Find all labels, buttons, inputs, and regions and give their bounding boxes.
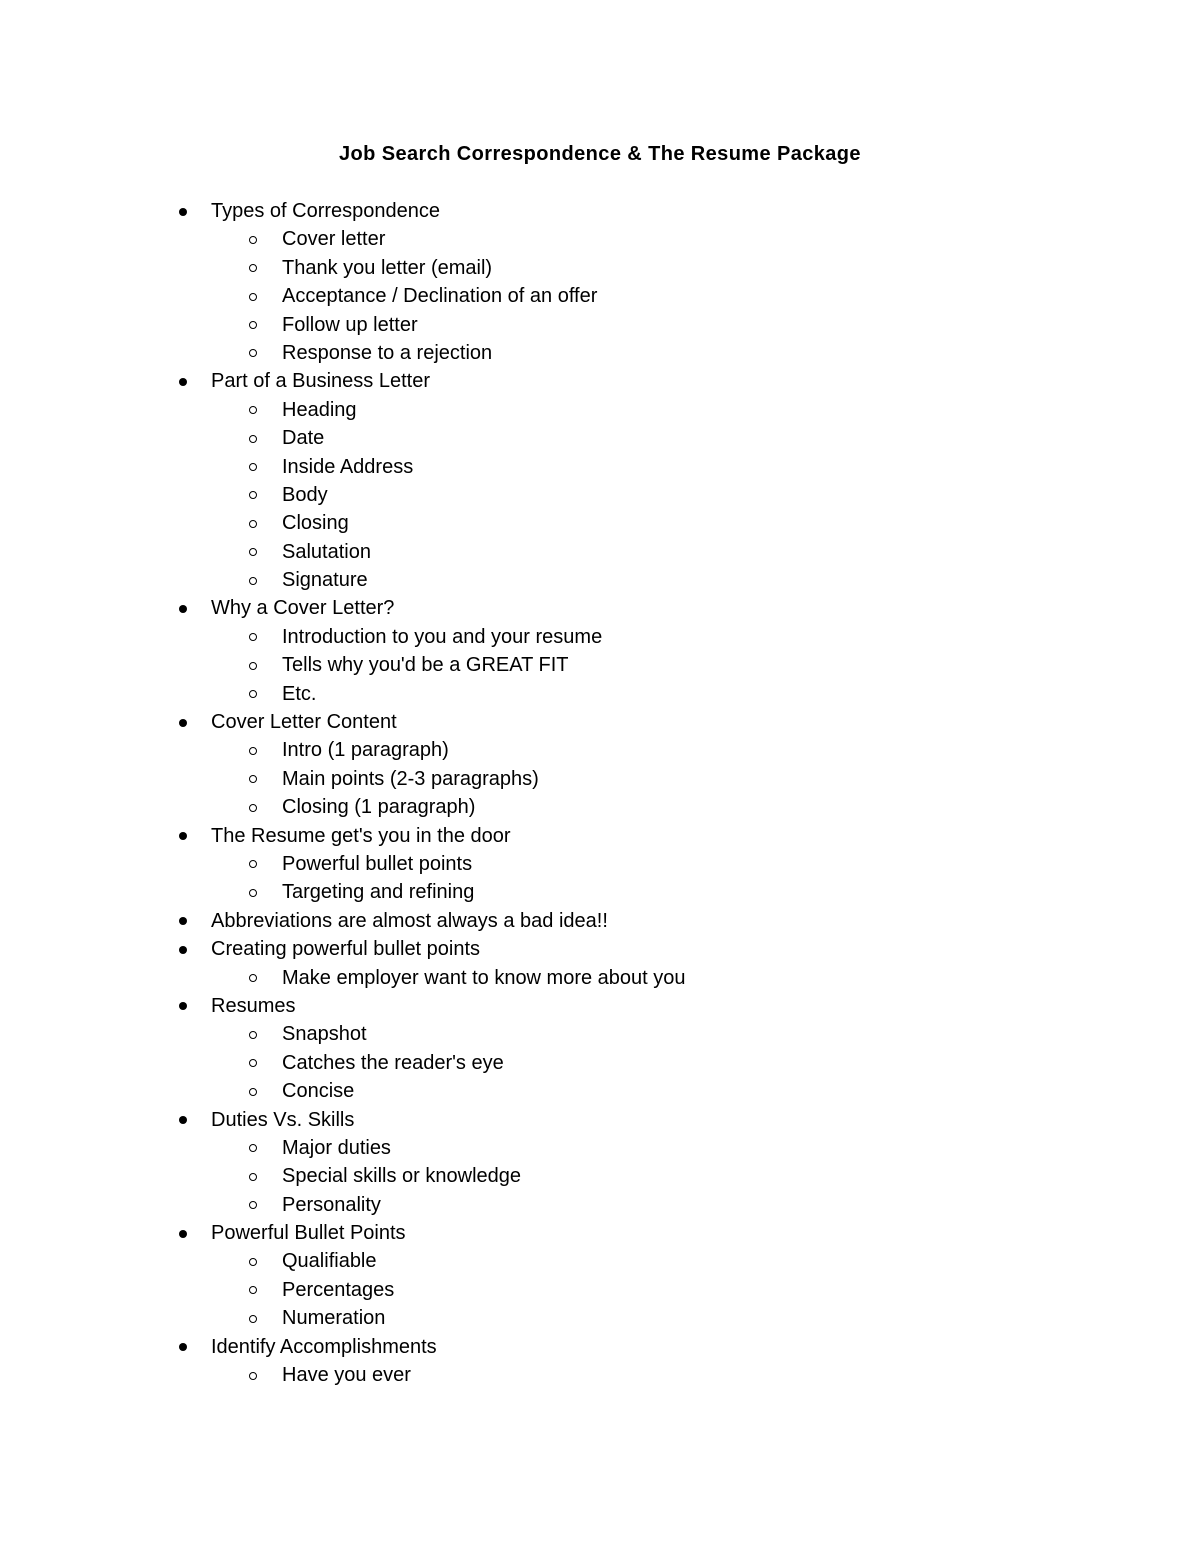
outline-item-label: Resumes	[211, 994, 296, 1017]
sub-item-label: Heading	[282, 398, 357, 421]
hollow-circle-bullet-icon	[249, 1286, 257, 1294]
hollow-circle-bullet-icon	[249, 236, 257, 244]
sub-item-closing-1-paragraph	[0, 793, 1200, 821]
sub-item-percentages	[0, 1276, 1200, 1304]
hollow-circle-bullet-icon	[249, 662, 257, 670]
sub-item-label: Tells why you'd be a GREAT FIT	[282, 654, 569, 677]
outline-item-label: Duties Vs. Skills	[211, 1108, 355, 1131]
sub-item-label: Signature	[282, 569, 368, 592]
filled-disc-bullet-icon	[179, 1343, 187, 1351]
sub-item-label: Have you ever	[282, 1364, 411, 1387]
sub-item-label: Major duties	[282, 1136, 391, 1159]
outline-item-label: Abbreviations are almost always a bad idea!!	[211, 909, 608, 932]
outline-item-label: Cover Letter Content	[211, 711, 397, 734]
sub-item-cover-letter	[0, 225, 1200, 253]
filled-disc-bullet-icon	[179, 378, 187, 386]
sub-item-label: Thank you letter (email)	[282, 256, 493, 279]
outline-item-label: Powerful Bullet Points	[211, 1222, 406, 1245]
outline-list	[0, 197, 1200, 1389]
outline-item-label: Part of a Business Letter	[211, 370, 431, 393]
hollow-circle-bullet-icon	[249, 889, 257, 897]
sub-item-tells-why-you-d-be-a-great-fit	[0, 651, 1200, 679]
hollow-circle-bullet-icon	[249, 491, 257, 499]
sub-item-make-employer-want-to-know-more-about-you	[0, 964, 1200, 992]
outline-item-label: The Resume get's you in the door	[211, 824, 511, 847]
sub-item-main-points-2-3-paragraphs	[0, 765, 1200, 793]
hollow-circle-bullet-icon	[249, 463, 257, 471]
sub-item-label: Follow up letter	[282, 313, 418, 336]
hollow-circle-bullet-icon	[249, 435, 257, 443]
hollow-circle-bullet-icon	[249, 1315, 257, 1323]
hollow-circle-bullet-icon	[249, 1144, 257, 1152]
outline-item-why-a-cover-letter	[0, 594, 1200, 622]
sub-item-label: Body	[282, 483, 328, 506]
hollow-circle-bullet-icon	[249, 293, 257, 301]
sub-item-label: Response to a rejection	[282, 341, 493, 364]
outline-item-duties-vs-skills	[0, 1106, 1200, 1134]
sub-item-major-duties	[0, 1134, 1200, 1162]
sub-item-label: Targeting and refining	[282, 881, 475, 904]
filled-disc-bullet-icon	[179, 1002, 187, 1010]
hollow-circle-bullet-icon	[249, 349, 257, 357]
outline-item-identify-accomplishments	[0, 1333, 1200, 1361]
sub-item-label: Intro (1 paragraph)	[282, 739, 449, 762]
sub-item-signature	[0, 566, 1200, 594]
filled-disc-bullet-icon	[179, 832, 187, 840]
hollow-circle-bullet-icon	[249, 264, 257, 272]
hollow-circle-bullet-icon	[249, 1201, 257, 1209]
sub-item-label: Introduction to you and your resume	[282, 625, 603, 648]
sub-item-label: Numeration	[282, 1307, 386, 1330]
sub-item-personality	[0, 1191, 1200, 1219]
filled-disc-bullet-icon	[179, 1230, 187, 1238]
sub-item-label: Snapshot	[282, 1023, 367, 1046]
outline-item-label: Identify Accomplishments	[211, 1335, 437, 1358]
sub-item-label: Make employer want to know more about you	[282, 966, 686, 989]
sub-item-catches-the-reader-s-eye	[0, 1049, 1200, 1077]
filled-disc-bullet-icon	[179, 208, 187, 216]
sub-item-numeration	[0, 1304, 1200, 1332]
filled-disc-bullet-icon	[179, 719, 187, 727]
sub-item-label: Etc.	[282, 682, 317, 705]
sub-item-label: Percentages	[282, 1278, 395, 1301]
sub-item-inside-address	[0, 453, 1200, 481]
outline-item-creating-powerful-bullet-points	[0, 935, 1200, 963]
hollow-circle-bullet-icon	[249, 577, 257, 585]
outline-item-label: Types of Correspondence	[211, 200, 441, 222]
sub-item-label: Cover letter	[282, 228, 386, 251]
sub-item-label: Acceptance / Declination of an offer	[282, 285, 598, 308]
hollow-circle-bullet-icon	[249, 775, 257, 783]
hollow-circle-bullet-icon	[249, 974, 257, 982]
sub-item-label: Closing (1 paragraph)	[282, 796, 476, 819]
outline-item-abbreviations-are-almost-always-a-bad-idea	[0, 907, 1200, 935]
outline-item-types-of-correspondence	[0, 197, 1200, 225]
hollow-circle-bullet-icon	[249, 321, 257, 329]
sub-item-intro-1-paragraph	[0, 736, 1200, 764]
sub-item-have-you-ever	[0, 1361, 1200, 1389]
sub-item-label: Powerful bullet points	[282, 852, 473, 875]
hollow-circle-bullet-icon	[249, 1059, 257, 1067]
hollow-circle-bullet-icon	[249, 747, 257, 755]
sub-item-snapshot	[0, 1020, 1200, 1048]
sub-item-label: Main points (2-3 paragraphs)	[282, 767, 539, 790]
sub-item-label: Catches the reader's eye	[282, 1051, 504, 1074]
outline-item-part-of-a-business-letter	[0, 367, 1200, 395]
sub-item-label: Qualifiable	[282, 1250, 377, 1273]
sub-item-follow-up-letter	[0, 311, 1200, 339]
sub-item-label: Special skills or knowledge	[282, 1165, 522, 1188]
sub-item-concise	[0, 1077, 1200, 1105]
sub-item-label: Salutation	[282, 540, 371, 563]
filled-disc-bullet-icon	[179, 917, 187, 925]
hollow-circle-bullet-icon	[249, 633, 257, 641]
sub-item-closing	[0, 509, 1200, 537]
sub-item-introduction-to-you-and-your-resume	[0, 623, 1200, 651]
hollow-circle-bullet-icon	[249, 1031, 257, 1039]
sub-item-heading	[0, 396, 1200, 424]
hollow-circle-bullet-icon	[249, 520, 257, 528]
outline-item-the-resume-get-s-you-in-the-door	[0, 822, 1200, 850]
outline-item-label: Why a Cover Letter?	[211, 597, 395, 620]
hollow-circle-bullet-icon	[249, 1372, 257, 1380]
filled-disc-bullet-icon	[179, 1116, 187, 1124]
hollow-circle-bullet-icon	[249, 690, 257, 698]
sub-item-label: Date	[282, 427, 325, 450]
filled-disc-bullet-icon	[179, 605, 187, 613]
sub-item-special-skills-or-knowledge	[0, 1162, 1200, 1190]
hollow-circle-bullet-icon	[249, 406, 257, 414]
sub-item-etc	[0, 680, 1200, 708]
outline-item-resumes	[0, 992, 1200, 1020]
outline-item-powerful-bullet-points	[0, 1219, 1200, 1247]
hollow-circle-bullet-icon	[249, 860, 257, 868]
sub-item-thank-you-letter-email	[0, 254, 1200, 282]
sub-item-targeting-and-refining	[0, 878, 1200, 906]
outline-item-label: Creating powerful bullet points	[211, 938, 481, 961]
filled-disc-bullet-icon	[179, 946, 187, 954]
sub-item-qualifiable	[0, 1247, 1200, 1275]
sub-item-response-to-a-rejection	[0, 339, 1200, 367]
page-title: Job Search Correspondence & The Resume Package	[339, 143, 861, 165]
sub-item-body	[0, 481, 1200, 509]
sub-item-date	[0, 424, 1200, 452]
sub-item-salutation	[0, 538, 1200, 566]
hollow-circle-bullet-icon	[249, 804, 257, 812]
hollow-circle-bullet-icon	[249, 1088, 257, 1096]
hollow-circle-bullet-icon	[249, 1258, 257, 1266]
hollow-circle-bullet-icon	[249, 548, 257, 556]
sub-item-label: Concise	[282, 1080, 355, 1103]
sub-item-powerful-bullet-points	[0, 850, 1200, 878]
hollow-circle-bullet-icon	[249, 1173, 257, 1181]
sub-item-label: Personality	[282, 1193, 381, 1216]
sub-item-acceptance-declination-of-an-offer	[0, 282, 1200, 310]
sub-item-label: Inside Address	[282, 455, 414, 478]
outline-item-cover-letter-content	[0, 708, 1200, 736]
sub-item-label: Closing	[282, 512, 349, 535]
